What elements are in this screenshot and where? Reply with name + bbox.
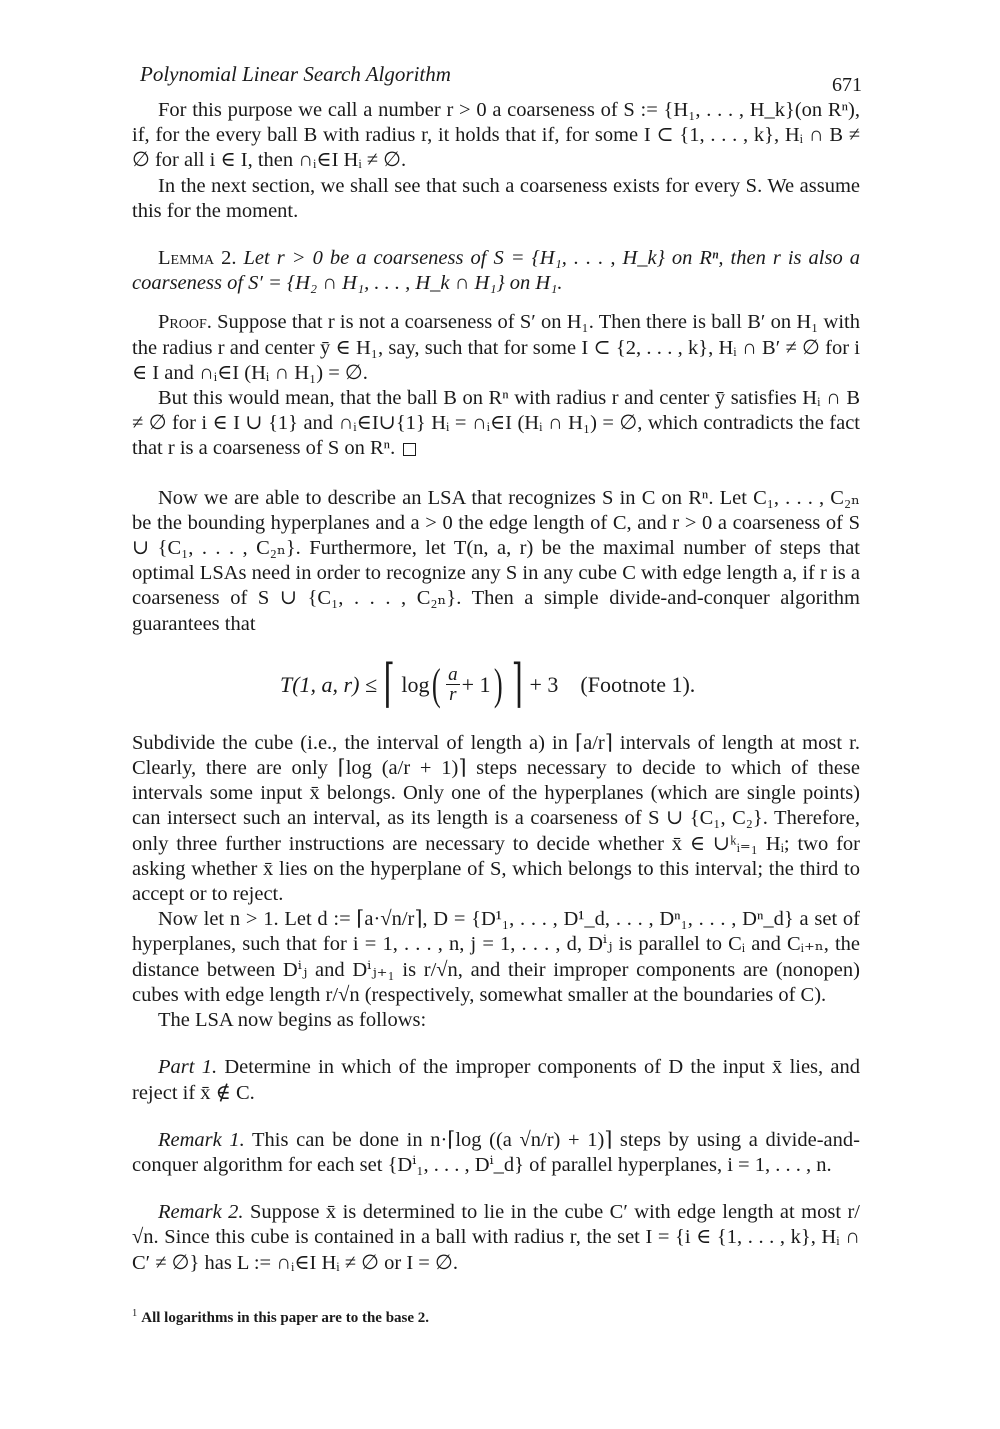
proof-continuation-text: But this would mean, that the ball B on Rⁿ with radius r and center ȳ satisfies Hᵢ ∩ B ≠ ∅ for i ∈ I ∪ {1} and ∩ᵢ∈I∪{1} Hᵢ = ∩ᵢ∈I (Hᵢ ∩ H₁) = ∅, which contradicts the fact that r is a coarseness of S on Rⁿ. <box>132 387 860 460</box>
lemma-statement: Let r > 0 be a coarseness of S = {H₁, . . . , H_k} on Rⁿ, then r is also a coarseness of S′ = {H₂ ∩ H₁, . . . , H_k ∩ H₁} on H₁. <box>132 247 860 295</box>
proof <box>132 310 860 386</box>
footnote-text: All logarithms in this paper are to the base 2. <box>141 1310 430 1326</box>
formula-fraction <box>446 665 460 704</box>
formula-content <box>280 655 696 713</box>
fraction-numerator: a <box>448 664 458 686</box>
right-paren-icon: ) <box>493 659 503 709</box>
formula-rhs: + 3 <box>529 672 559 698</box>
lemma-2 <box>132 246 860 296</box>
paragraph-subdivide: Subdivide the cube (i.e., the interval of length a) in ⌈a/r⌉ intervals of length at most r. Clearly, there are only ⌈log (a/r + 1)⌉ steps necessary to decide to which of these intervals some input x̄ belongs. Only one of the hyperplanes (which are single points) can intersect such an interval, as its length is a coarseness of S ∪ {C₁, C₂}. Therefore, only three further instructions are necessary to decide whether x̄ ∈ ∪ᵏᵢ₌₁ Hᵢ; two for asking whether x̄ lies on the hyperplane of S, which belongs to this interval; the third to accept or to reject. <box>132 731 860 906</box>
proof-label: Proof. <box>158 311 212 334</box>
body-text <box>132 98 860 1276</box>
fraction-denominator: r <box>449 684 457 706</box>
remark-2-text: Suppose x̄ is determined to lie in the cube C′ with edge length at most r/√n. Since this cube is contained in a ball with radius r, the set I = {i ∈ {1, . . . , k}, Hᵢ ∩ C′ ≠ ∅} has L := ∩ᵢ∈I Hᵢ ≠ ∅ or I = ∅. <box>132 1201 860 1274</box>
remark-2 <box>132 1200 860 1276</box>
page-number: 671 <box>832 74 862 96</box>
proof-text: Suppose that r is not a coarseness of S′ on H₁. Then there is ball B′ on H₁ with the radius r and center ȳ ∈ H₁, say, such that for some I ⊂ {2, . . . , k}, Hᵢ ∩ B′ ≠ ∅ for i ∈ I and ∩ᵢ∈I (Hᵢ ∩ H₁) = ∅. <box>132 311 860 384</box>
paragraph-coarseness-existence: In the next section, we shall see that such a coarseness exists for every S. We assume this for the moment. <box>132 174 860 222</box>
remark-1 <box>132 1128 860 1178</box>
paragraph-coarseness-definition: For this purpose we call a number r > 0 a coarseness of S := {H₁, . . . , H_k}(on Rⁿ), if, for the every ball B with radius r, it holds that if, for some I ⊂ {1, . . . , k}, Hᵢ ∩ B ≠ ∅ for all i ∈ I, then ∩ᵢ∈I Hᵢ ≠ ∅. <box>132 99 860 172</box>
formula-log: log <box>401 672 430 698</box>
remark-1-label: Remark 1. <box>158 1128 245 1151</box>
footnote-marker: 1 <box>132 1308 138 1319</box>
paragraph-lsa-description: Now we are able to describe an LSA that recognizes S in C on Rⁿ. Let C₁, . . . , C₂ₙ be the bounding hyperplanes and a > 0 the edge length of C, and r > 0 a coarseness of S ∪ {C₁, . . . , C₂ₙ}. Furthermore, let T(n, a, r) be the maximal number of steps that optimal LSAs need in order to recognize any S in any cube C with edge length a, if r is a coarseness of S ∪ {C₁, . . . , C₂ₙ}. Then a simple divide-and-conquer algorithm guarantees that <box>132 486 860 635</box>
formula-plus-one: + 1 <box>461 672 491 698</box>
lemma-label: Lemma 2. <box>158 247 237 270</box>
display-formula <box>132 649 860 723</box>
proof-continuation <box>132 386 860 462</box>
paragraph-n-greater-one: Now let n > 1. Let d := ⌈a·√n/r⌉, D = {D¹₁, . . . , D¹_d, . . . , Dⁿ₁, . . . , Dⁿ_d} a set of hyperplanes, such that for i = 1, . . . , n, j = 1, . . . , d, Dⁱⱼ is parallel to Cᵢ and Cᵢ₊ₙ, the distance between Dⁱⱼ and Dⁱⱼ₊₁ is r/√n, and their improper components are (nonopen) cubes with edge length r/√n (respectively, somewhat smaller at the boundaries of C). <box>132 908 860 1006</box>
part-1 <box>132 1055 860 1105</box>
paragraph-lsa-begins: The LSA now begins as follows: <box>158 1009 427 1032</box>
left-paren-icon: ( <box>432 659 442 709</box>
footnote <box>132 1310 860 1327</box>
right-ceiling-icon: ⌉ <box>511 655 523 713</box>
part-1-label: Part 1. <box>158 1056 218 1079</box>
formula-note: (Footnote 1). <box>580 672 696 698</box>
running-title: Polynomial Linear Search Algorithm <box>140 62 451 86</box>
formula-lhs: T(1, a, r) ≤ <box>280 672 378 698</box>
running-head <box>140 62 862 96</box>
remark-2-label: Remark 2. <box>158 1201 244 1224</box>
part-1-text: Determine in which of the improper components of D the input x̄ lies, and reject if x̄ ∉ C. <box>132 1056 861 1104</box>
qed-box-icon <box>403 443 416 456</box>
left-ceiling-icon: ⌈ <box>383 655 395 713</box>
remark-1-text: This can be done in n·⌈log ((a √n/r) + 1)⌉ steps by using a divide-and-conquer algorithm for each set {Dⁱ₁, . . . , Dⁱ_d} of parallel hyperplanes, i = 1, . . . , n. <box>132 1128 860 1176</box>
